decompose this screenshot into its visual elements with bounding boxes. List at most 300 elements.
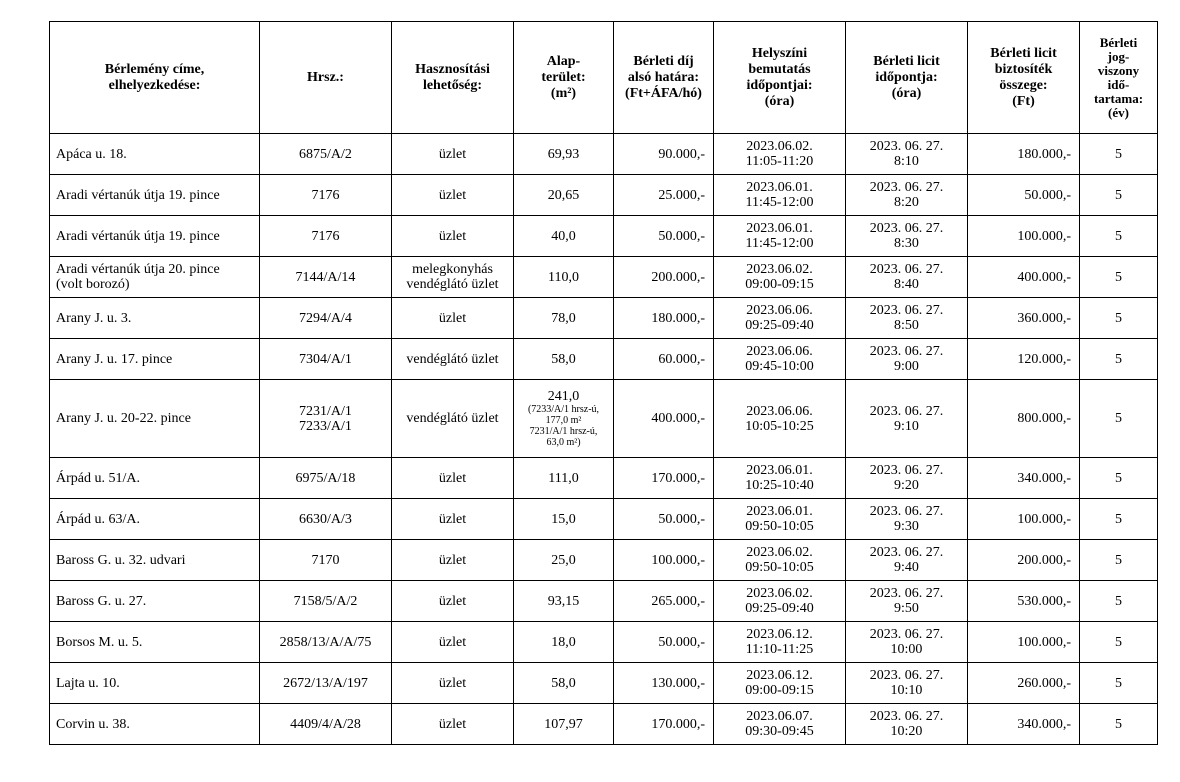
- text-line: 7176: [311, 228, 340, 244]
- text-line: 63,0 m²): [546, 437, 581, 448]
- area-value: 241,0: [547, 389, 580, 404]
- text-line: 09:25-09:40: [745, 318, 814, 333]
- text-line: 2023.06.06.: [746, 344, 813, 359]
- cell-deposit: 200.000,-: [968, 540, 1080, 581]
- area-value: 58,0: [551, 675, 576, 691]
- area-value: 107,97: [544, 716, 583, 732]
- cell-viewing: [714, 175, 846, 216]
- area-value: 78,0: [551, 310, 576, 326]
- area-value: 93,15: [547, 593, 580, 609]
- cell-address: [50, 134, 260, 175]
- cell-usage: [392, 339, 514, 380]
- text-line: 2023. 06. 27.: [869, 221, 944, 236]
- cell-address: [50, 622, 260, 663]
- cell-viewing: [714, 663, 846, 704]
- text-line: elhelyezkedése:: [108, 77, 201, 93]
- cell-fee: 50.000,-: [614, 622, 714, 663]
- cell-auction: [846, 458, 968, 499]
- cell-viewing: [714, 216, 846, 257]
- text-line: biztosíték: [994, 61, 1053, 77]
- text-line: Aradi vértanúk útja 20. pince: [56, 262, 220, 277]
- cell-viewing: [714, 622, 846, 663]
- text-line: üzlet: [438, 593, 467, 609]
- text-line: 7170: [311, 552, 340, 568]
- text-line: 177,0 m²: [545, 415, 582, 426]
- table-row: [50, 704, 1158, 745]
- cell-viewing: [714, 704, 846, 745]
- cell-usage: [392, 499, 514, 540]
- text-line: (Ft): [1012, 93, 1035, 109]
- text-line: 9:30: [894, 519, 919, 534]
- text-line: 2023.06.02.: [746, 139, 813, 154]
- text-line: alsó határa:: [627, 69, 700, 85]
- cell-fee: 400.000,-: [614, 380, 714, 458]
- text-line: üzlet: [438, 634, 467, 650]
- text-line: (év): [1108, 104, 1129, 120]
- cell-address: [50, 704, 260, 745]
- text-line: Árpád u. 51/A.: [56, 470, 140, 486]
- text-line: 8:30: [894, 236, 919, 251]
- cell-fee: 130.000,-: [614, 663, 714, 704]
- header-min-fee: [614, 22, 714, 134]
- cell-auction: [846, 704, 968, 745]
- cell-viewing: [714, 257, 846, 298]
- text-line: 10:05-10:25: [745, 418, 814, 434]
- text-line: Arany J. u. 20-22. pince: [56, 411, 191, 426]
- cell-hrsz: [260, 663, 392, 704]
- text-line: tartama:: [1093, 90, 1144, 106]
- text-line: Árpád u. 63/A.: [56, 511, 140, 527]
- text-line: Apáca u. 18.: [56, 146, 127, 162]
- table-row: [50, 622, 1158, 663]
- cell-years: 5: [1080, 339, 1158, 380]
- text-line: Baross G. u. 32. udvari: [56, 552, 186, 568]
- text-line: viszony: [1097, 62, 1140, 78]
- text-line: Lajta u. 10.: [56, 675, 120, 691]
- table-row: [50, 257, 1158, 298]
- cell-auction: [846, 380, 968, 458]
- cell-hrsz: [260, 622, 392, 663]
- cell-hrsz: [260, 298, 392, 339]
- area-value: 40,0: [551, 228, 576, 244]
- cell-usage: [392, 704, 514, 745]
- text-line: vendéglátó üzlet: [406, 351, 499, 367]
- text-line: Alap-: [546, 53, 581, 69]
- table-row: [50, 175, 1158, 216]
- cell-years: 5: [1080, 216, 1158, 257]
- text-line: vendéglátó üzlet: [406, 411, 499, 426]
- cell-address: [50, 540, 260, 581]
- text-line: üzlet: [438, 675, 467, 691]
- cell-address: [50, 257, 260, 298]
- cell-auction: [846, 175, 968, 216]
- text-line: vendéglátó üzlet: [406, 277, 499, 292]
- cell-address: [50, 380, 260, 458]
- text-line: üzlet: [438, 470, 467, 486]
- cell-viewing: [714, 581, 846, 622]
- cell-hrsz: [260, 257, 392, 298]
- text-line: 09:45-10:00: [745, 359, 814, 374]
- text-line: Bérleti díj: [633, 53, 694, 69]
- text-line: 2023. 06. 27.: [869, 303, 944, 318]
- cell-years: 5: [1080, 380, 1158, 458]
- cell-area: [514, 581, 614, 622]
- text-line: 11:45-12:00: [745, 195, 814, 210]
- table-row: [50, 581, 1158, 622]
- cell-hrsz: [260, 380, 392, 458]
- area-value: 69,93: [547, 146, 580, 162]
- text-line: terület:: [541, 69, 586, 85]
- text-line: 2023.06.01.: [746, 221, 813, 236]
- cell-years: 5: [1080, 134, 1158, 175]
- text-line: 6630/A/3: [299, 511, 352, 527]
- cell-deposit: 360.000,-: [968, 298, 1080, 339]
- cell-hrsz: [260, 540, 392, 581]
- text-line: 09:50-10:05: [745, 560, 814, 575]
- cell-usage: [392, 458, 514, 499]
- text-line: 10:25-10:40: [745, 478, 814, 493]
- cell-hrsz: [260, 581, 392, 622]
- text-line: időpontjai:: [746, 77, 813, 93]
- table-body: [50, 134, 1158, 745]
- cell-fee: 50.000,-: [614, 499, 714, 540]
- text-line: 2023.06.01.: [746, 180, 813, 195]
- text-line: 2023. 06. 27.: [869, 180, 944, 195]
- cell-area: [514, 663, 614, 704]
- table-row: [50, 134, 1158, 175]
- text-line: 2023.06.01.: [746, 463, 813, 478]
- area-value: 111,0: [548, 470, 579, 486]
- text-line: 2858/13/A/A/75: [279, 634, 372, 650]
- cell-usage: [392, 663, 514, 704]
- cell-area: [514, 458, 614, 499]
- text-line: 2023.06.07.: [746, 709, 813, 724]
- cell-address: [50, 458, 260, 499]
- cell-years: 5: [1080, 540, 1158, 581]
- text-line: 10:20: [890, 724, 923, 739]
- text-line: üzlet: [438, 716, 467, 732]
- cell-address: [50, 175, 260, 216]
- text-line: 2672/13/A/197: [283, 675, 368, 691]
- text-line: 09:00-09:15: [745, 277, 814, 292]
- text-line: 09:25-09:40: [745, 601, 814, 616]
- text-line: üzlet: [438, 511, 467, 527]
- cell-hrsz: [260, 458, 392, 499]
- cell-address: [50, 298, 260, 339]
- cell-deposit: 120.000,-: [968, 339, 1080, 380]
- cell-area: [514, 622, 614, 663]
- cell-fee: 50.000,-: [614, 216, 714, 257]
- text-line: (volt borozó): [56, 277, 130, 292]
- text-line: 2023.06.06.: [746, 403, 813, 419]
- text-line: Arany J. u. 17. pince: [56, 351, 173, 367]
- table-row: [50, 298, 1158, 339]
- text-line: Bérlemény címe,: [104, 61, 205, 77]
- text-line: 2023. 06. 27.: [869, 403, 944, 419]
- text-line: összege:: [999, 77, 1048, 93]
- text-line: 2023. 06. 27.: [869, 262, 944, 277]
- table-row: [50, 458, 1158, 499]
- cell-years: 5: [1080, 458, 1158, 499]
- cell-viewing: [714, 499, 846, 540]
- cell-auction: [846, 298, 968, 339]
- cell-years: 5: [1080, 175, 1158, 216]
- text-line: 2023.06.12.: [746, 627, 813, 642]
- text-line: 9:40: [894, 560, 919, 575]
- text-line: 7231/A/1: [299, 403, 352, 419]
- text-line: 7158/5/A/2: [293, 593, 358, 609]
- cell-fee: 200.000,-: [614, 257, 714, 298]
- cell-years: 5: [1080, 499, 1158, 540]
- text-line: 9:00: [894, 359, 919, 374]
- cell-area: [514, 704, 614, 745]
- cell-years: 5: [1080, 298, 1158, 339]
- text-line: 2023.06.02.: [746, 586, 813, 601]
- cell-usage: [392, 175, 514, 216]
- cell-deposit: 180.000,-: [968, 134, 1080, 175]
- cell-years: 5: [1080, 663, 1158, 704]
- header-row: [50, 22, 1158, 134]
- text-line: 11:10-11:25: [745, 642, 814, 657]
- text-line: 2023.06.02.: [746, 262, 813, 277]
- cell-years: 5: [1080, 622, 1158, 663]
- cell-auction: [846, 581, 968, 622]
- cell-usage: [392, 540, 514, 581]
- text-line: bemutatás: [748, 61, 811, 77]
- area-value: 110,0: [548, 269, 579, 285]
- cell-deposit: 400.000,-: [968, 257, 1080, 298]
- cell-viewing: [714, 339, 846, 380]
- text-line: 6875/A/2: [299, 146, 352, 162]
- text-line: (7233/A/1 hrsz-ú,: [527, 404, 600, 415]
- cell-auction: [846, 257, 968, 298]
- cell-fee: 100.000,-: [614, 540, 714, 581]
- cell-area: [514, 257, 614, 298]
- text-line: 2023. 06. 27.: [869, 709, 944, 724]
- cell-fee: 170.000,-: [614, 704, 714, 745]
- cell-hrsz: [260, 704, 392, 745]
- text-line: 7233/A/1: [299, 418, 352, 434]
- text-line: (Ft+ÁFA/hó): [625, 85, 702, 101]
- cell-fee: 90.000,-: [614, 134, 714, 175]
- table-row: [50, 499, 1158, 540]
- cell-address: [50, 339, 260, 380]
- cell-deposit: 100.000,-: [968, 499, 1080, 540]
- text-line: Hrsz.:: [307, 69, 344, 85]
- text-line: 7144/A/14: [295, 269, 356, 285]
- cell-deposit: 800.000,-: [968, 380, 1080, 458]
- cell-usage: [392, 380, 514, 458]
- text-line: 11:05-11:20: [745, 154, 814, 169]
- text-line: 6975/A/18: [295, 470, 356, 486]
- cell-area: [514, 134, 614, 175]
- text-line: Corvin u. 38.: [56, 716, 130, 732]
- text-line: 2023.06.02.: [746, 545, 813, 560]
- header-viewing: [714, 22, 846, 134]
- cell-years: 5: [1080, 581, 1158, 622]
- cell-deposit: 340.000,-: [968, 458, 1080, 499]
- text-line: 09:00-09:15: [745, 683, 814, 698]
- text-line: 8:40: [894, 277, 919, 292]
- text-line: 8:10: [894, 154, 919, 169]
- cell-area: [514, 339, 614, 380]
- cell-usage: [392, 622, 514, 663]
- text-line: melegkonyhás: [412, 262, 493, 277]
- text-line: időpontja:: [875, 69, 938, 85]
- text-line: üzlet: [438, 146, 467, 162]
- table-row: [50, 339, 1158, 380]
- cell-area: [514, 499, 614, 540]
- text-line: Aradi vértanúk útja 19. pince: [56, 187, 220, 203]
- area-value: 18,0: [551, 634, 576, 650]
- area-value: 15,0: [551, 511, 576, 527]
- cell-deposit: 100.000,-: [968, 216, 1080, 257]
- cell-fee: 180.000,-: [614, 298, 714, 339]
- text-line: 2023. 06. 27.: [869, 668, 944, 683]
- header-area: [514, 22, 614, 134]
- text-line: 09:30-09:45: [745, 724, 814, 739]
- header-duration: [1080, 22, 1158, 134]
- cell-area: [514, 380, 614, 458]
- text-line: 9:10: [894, 418, 919, 434]
- cell-usage: [392, 298, 514, 339]
- text-line: 2023. 06. 27.: [869, 139, 944, 154]
- text-line: (óra): [764, 93, 795, 109]
- text-line: jog-: [1107, 48, 1130, 64]
- document-page: [49, 21, 1158, 745]
- text-line: 2023. 06. 27.: [869, 504, 944, 519]
- text-line: Helyszíni: [751, 45, 808, 61]
- header-address: [50, 22, 260, 134]
- text-line: Arany J. u. 3.: [56, 310, 132, 326]
- cell-area: [514, 175, 614, 216]
- cell-area: [514, 216, 614, 257]
- cell-auction: [846, 339, 968, 380]
- cell-years: 5: [1080, 704, 1158, 745]
- text-line: Bérleti licit: [873, 53, 940, 69]
- cell-hrsz: [260, 339, 392, 380]
- cell-auction: [846, 216, 968, 257]
- text-line: Aradi vértanúk útja 19. pince: [56, 228, 220, 244]
- text-line: üzlet: [438, 228, 467, 244]
- table-row: [50, 380, 1158, 458]
- cell-address: [50, 581, 260, 622]
- cell-auction: [846, 134, 968, 175]
- cell-deposit: 260.000,-: [968, 663, 1080, 704]
- text-line: 10:10: [890, 683, 923, 698]
- area-value: 58,0: [551, 351, 576, 367]
- text-line: 09:50-10:05: [745, 519, 814, 534]
- cell-usage: [392, 581, 514, 622]
- header-deposit: [968, 22, 1080, 134]
- text-line: üzlet: [438, 310, 467, 326]
- text-line: 4409/4/A/28: [290, 716, 361, 732]
- cell-viewing: [714, 298, 846, 339]
- text-line: 2023. 06. 27.: [869, 545, 944, 560]
- cell-hrsz: [260, 499, 392, 540]
- cell-hrsz: [260, 175, 392, 216]
- text-line: 2023.06.01.: [746, 504, 813, 519]
- cell-fee: 25.000,-: [614, 175, 714, 216]
- text-line: 7304/A/1: [299, 351, 352, 367]
- text-line: 8:50: [894, 318, 919, 333]
- cell-deposit: 530.000,-: [968, 581, 1080, 622]
- rental-table: [49, 21, 1158, 745]
- cell-usage: [392, 216, 514, 257]
- cell-hrsz: [260, 134, 392, 175]
- area-value: 25,0: [551, 552, 576, 568]
- text-line: Hasznosítási: [415, 61, 490, 77]
- text-line: 7231/A/1 hrsz-ú,: [529, 426, 598, 437]
- text-line: 2023. 06. 27.: [869, 463, 944, 478]
- cell-address: [50, 663, 260, 704]
- cell-fee: 265.000,-: [614, 581, 714, 622]
- text-line: Bérleti: [1099, 34, 1138, 50]
- text-line: (óra): [891, 85, 922, 101]
- table-row: [50, 216, 1158, 257]
- text-line: 2023.06.12.: [746, 668, 813, 683]
- cell-deposit: 50.000,-: [968, 175, 1080, 216]
- cell-viewing: [714, 540, 846, 581]
- text-line: lehetőség:: [422, 77, 483, 93]
- text-line: (m²): [550, 85, 577, 101]
- text-line: 7294/A/4: [299, 310, 352, 326]
- text-line: üzlet: [438, 552, 467, 568]
- area-value: 20,65: [547, 187, 580, 203]
- text-line: 2023. 06. 27.: [869, 344, 944, 359]
- text-line: 9:20: [894, 478, 919, 493]
- table-row: [50, 540, 1158, 581]
- text-line: Bérleti licit: [990, 45, 1057, 61]
- header-hrsz: [260, 22, 392, 134]
- cell-fee: 170.000,-: [614, 458, 714, 499]
- text-line: 2023.06.06.: [746, 303, 813, 318]
- text-line: 10:00: [890, 642, 923, 657]
- text-line: Baross G. u. 27.: [56, 593, 147, 609]
- cell-usage: [392, 134, 514, 175]
- cell-auction: [846, 622, 968, 663]
- cell-auction: [846, 540, 968, 581]
- header-usage: [392, 22, 514, 134]
- cell-usage: [392, 257, 514, 298]
- cell-area: [514, 540, 614, 581]
- text-line: 2023. 06. 27.: [869, 627, 944, 642]
- cell-address: [50, 499, 260, 540]
- text-line: 8:20: [894, 195, 919, 210]
- cell-area: [514, 298, 614, 339]
- cell-auction: [846, 663, 968, 704]
- cell-viewing: [714, 380, 846, 458]
- table-row: [50, 663, 1158, 704]
- text-line: 7176: [311, 187, 340, 203]
- text-line: 9:50: [894, 601, 919, 616]
- cell-hrsz: [260, 216, 392, 257]
- cell-viewing: [714, 134, 846, 175]
- cell-deposit: 100.000,-: [968, 622, 1080, 663]
- text-line: 2023. 06. 27.: [869, 586, 944, 601]
- text-line: üzlet: [438, 187, 467, 203]
- text-line: 11:45-12:00: [745, 236, 814, 251]
- text-line: idő-: [1107, 76, 1130, 92]
- cell-address: [50, 216, 260, 257]
- cell-auction: [846, 499, 968, 540]
- text-line: Borsos M. u. 5.: [56, 634, 143, 650]
- cell-years: 5: [1080, 257, 1158, 298]
- cell-fee: 60.000,-: [614, 339, 714, 380]
- cell-viewing: [714, 458, 846, 499]
- header-auction: [846, 22, 968, 134]
- cell-deposit: 340.000,-: [968, 704, 1080, 745]
